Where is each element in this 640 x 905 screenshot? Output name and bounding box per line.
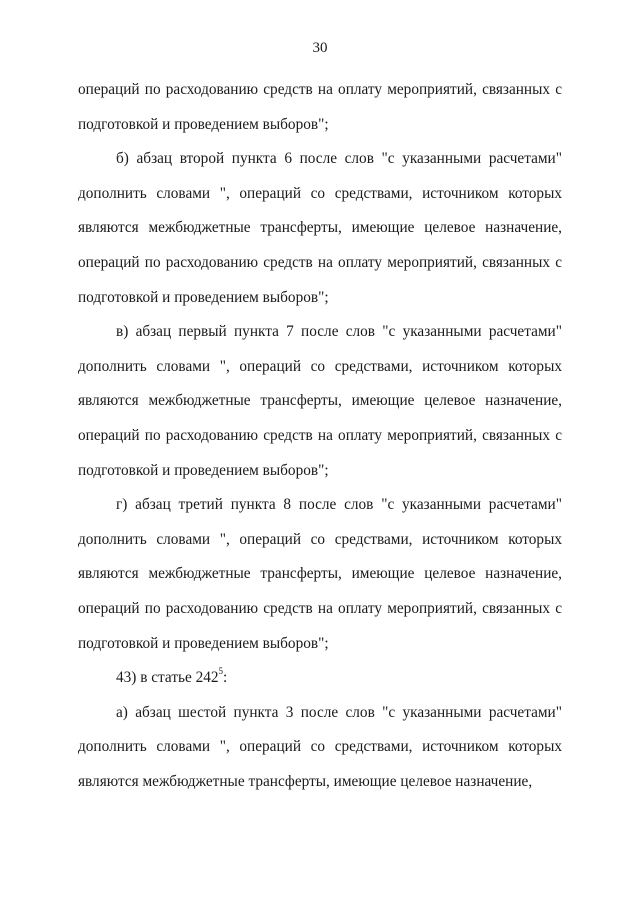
document-body	[78, 73, 562, 799]
paragraph-continuation: операций по расходованию средств на оплату мероприятий, связанных с подготовкой и проведением выборов";	[78, 81, 562, 133]
paragraph-item-43	[78, 661, 562, 696]
item-43-colon: :	[223, 669, 228, 687]
article-superscript: 5	[218, 666, 224, 676]
paragraph-b: б) абзац второй пункта 6 после слов "с указанными расчетами" дополнить словами ", операций со средствами, источником которых являются межбюджетные трансферты, имеющие целевое назначение, операций по расходованию средств на оплату мероприятий, связанных с подготовкой и проведением выборов";	[78, 150, 562, 306]
paragraph-a: а) абзац шестой пункта 3 после слов "с указанными расчетами" дополнить словами ", операций со средствами, источником которых являются межбюджетные трансферты, имеющие целевое назначение,	[78, 703, 562, 790]
page-number: 30	[312, 40, 328, 56]
paragraph-v: в) абзац первый пункта 7 после слов "с указанными расчетами" дополнить словами ", операций со средствами, источником которых являются межбюджетные трансферты, имеющие целевое назначение, операций по расходованию средств на оплату мероприятий, связанных с подготовкой и проведением выборов";	[78, 323, 562, 479]
item-43-text: 43) в статье 242	[116, 669, 219, 687]
paragraph-g: г) абзац третий пункта 8 после слов "с указанными расчетами" дополнить словами ", операций со средствами, источником которых являются межбюджетные трансферты, имеющие целевое назначение, операций по расходованию средств на оплату мероприятий, связанных с подготовкой и проведением выборов";	[78, 496, 562, 652]
